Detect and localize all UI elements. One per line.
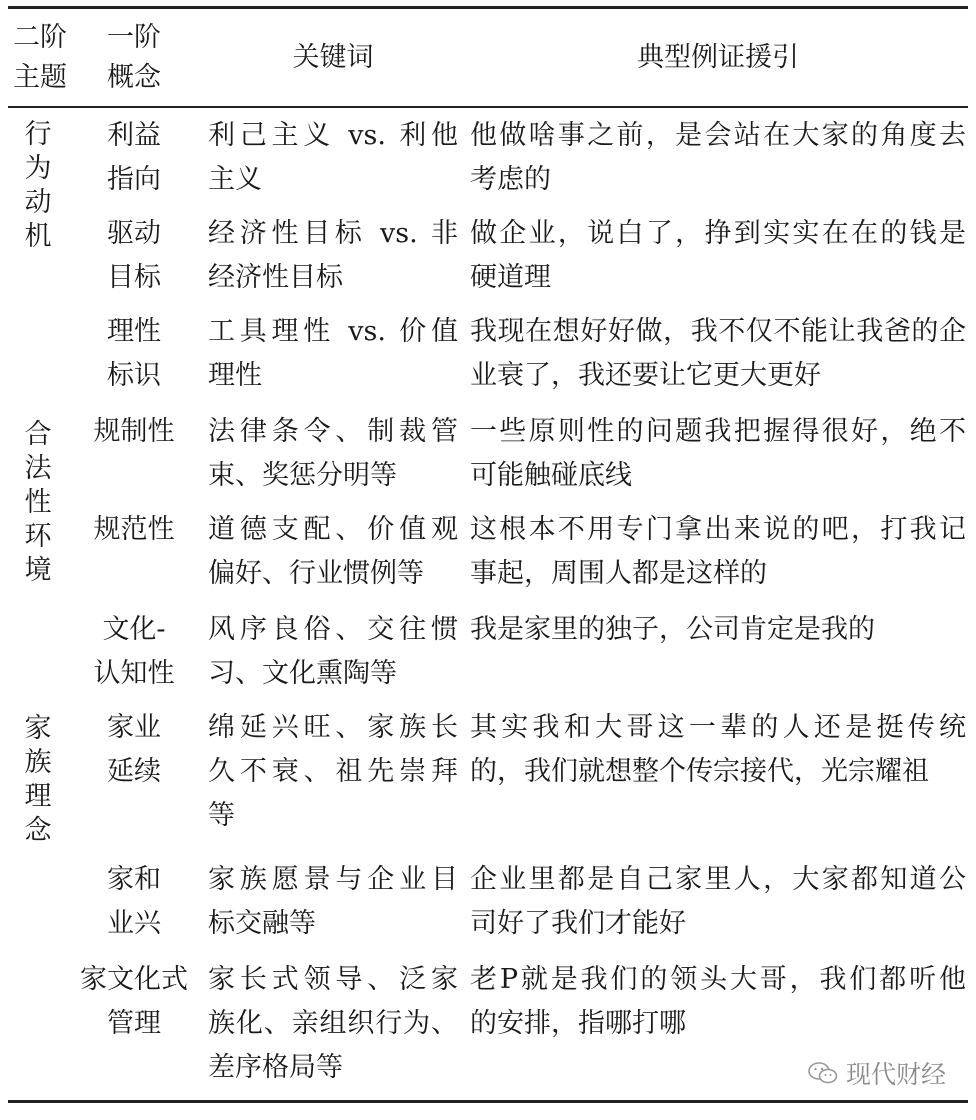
table-row-example: 他做啥事之前，是会站在大家的角度去 考虑的 xyxy=(470,120,966,195)
table-row-concept: 规范性 xyxy=(93,514,175,545)
table-row-concept: 规制性 xyxy=(93,416,175,447)
table-row-example: 其实我和大哥这一辈的人还是挺传统 的，我们就想整个传宗接代，光宗耀祖 xyxy=(470,712,966,787)
table-row-keywords: 法律条令、制裁管 束、奖惩分明等 xyxy=(208,416,458,491)
table-row-example: 一些原则性的问题我把握得很好，绝不 可能触碰底线 xyxy=(470,416,966,491)
wechat-icon xyxy=(808,1061,838,1085)
header-col-examples: 典型例证援引 xyxy=(637,42,799,73)
table-row-concept: 家业 延续 xyxy=(107,712,161,787)
table-row-example: 做企业，说白了，挣到实实在在的钱是 硬道理 xyxy=(470,218,966,293)
table-row-example: 我现在想好好做，我不仅不能让我爸的企 业衰了，我还要让它更大更好 xyxy=(470,316,966,391)
table-row-concept: 理性 标识 xyxy=(107,316,161,391)
table-row-keywords: 利己主义 vs. 利他 主义 xyxy=(208,120,458,195)
header-rule xyxy=(8,106,968,108)
table-row-example: 我是家里的独子，公司肯定是我的 xyxy=(470,614,875,645)
header-col-concept: 一阶 概念 xyxy=(107,22,161,93)
theme-legitimacy-environment: 合 法 性 环 境 xyxy=(24,419,52,586)
table-row-keywords: 道德支配、价值观 偏好、行业惯例等 xyxy=(208,514,458,589)
table-row-example: 企业里都是自己家里人，大家都知道公 司好了我们才能好 xyxy=(470,864,966,939)
table-row-example: 这根本不用专门拿出来说的吧，打我记 事起，周围人都是这样的 xyxy=(470,514,966,589)
table-row-concept: 家文化式 管理 xyxy=(80,964,188,1039)
table-top-rule xyxy=(8,6,968,9)
table-row-keywords: 家长式领导、泛家 族化、亲组织行为、 差序格局等 xyxy=(208,964,458,1083)
theme-family-philosophy: 家 族 理 念 xyxy=(24,713,52,846)
table-row-keywords: 经济性目标 vs. 非 经济性目标 xyxy=(208,218,458,293)
header-col-keywords: 关键词 xyxy=(292,42,374,73)
table-row-example: 老P就是我们的领头大哥，我们都听他 的安排，指哪打哪 xyxy=(470,964,966,1039)
table-row-keywords: 绵延兴旺、家族长 久不衰、祖先崇拜 等 xyxy=(208,712,458,831)
theme-behavior-motivation: 行 为 动 机 xyxy=(24,119,52,252)
table-row-keywords: 家族愿景与企业目 标交融等 xyxy=(208,864,458,939)
header-col-theme: 二阶 主题 xyxy=(13,22,67,93)
table-row-concept: 利益 指向 xyxy=(107,120,161,195)
table-bottom-rule xyxy=(8,1100,968,1103)
table-row-concept: 家和 业兴 xyxy=(107,864,161,939)
table-row-keywords: 风序良俗、交往惯 习、文化熏陶等 xyxy=(208,614,458,689)
source-watermark xyxy=(808,1055,946,1091)
table-row-concept: 驱动 目标 xyxy=(107,218,161,293)
table-row-keywords: 工具理性 vs. 价值 理性 xyxy=(208,316,458,391)
table-row-concept: 文化- 认知性 xyxy=(93,614,175,689)
watermark-text: 现代财经 xyxy=(845,1060,946,1089)
